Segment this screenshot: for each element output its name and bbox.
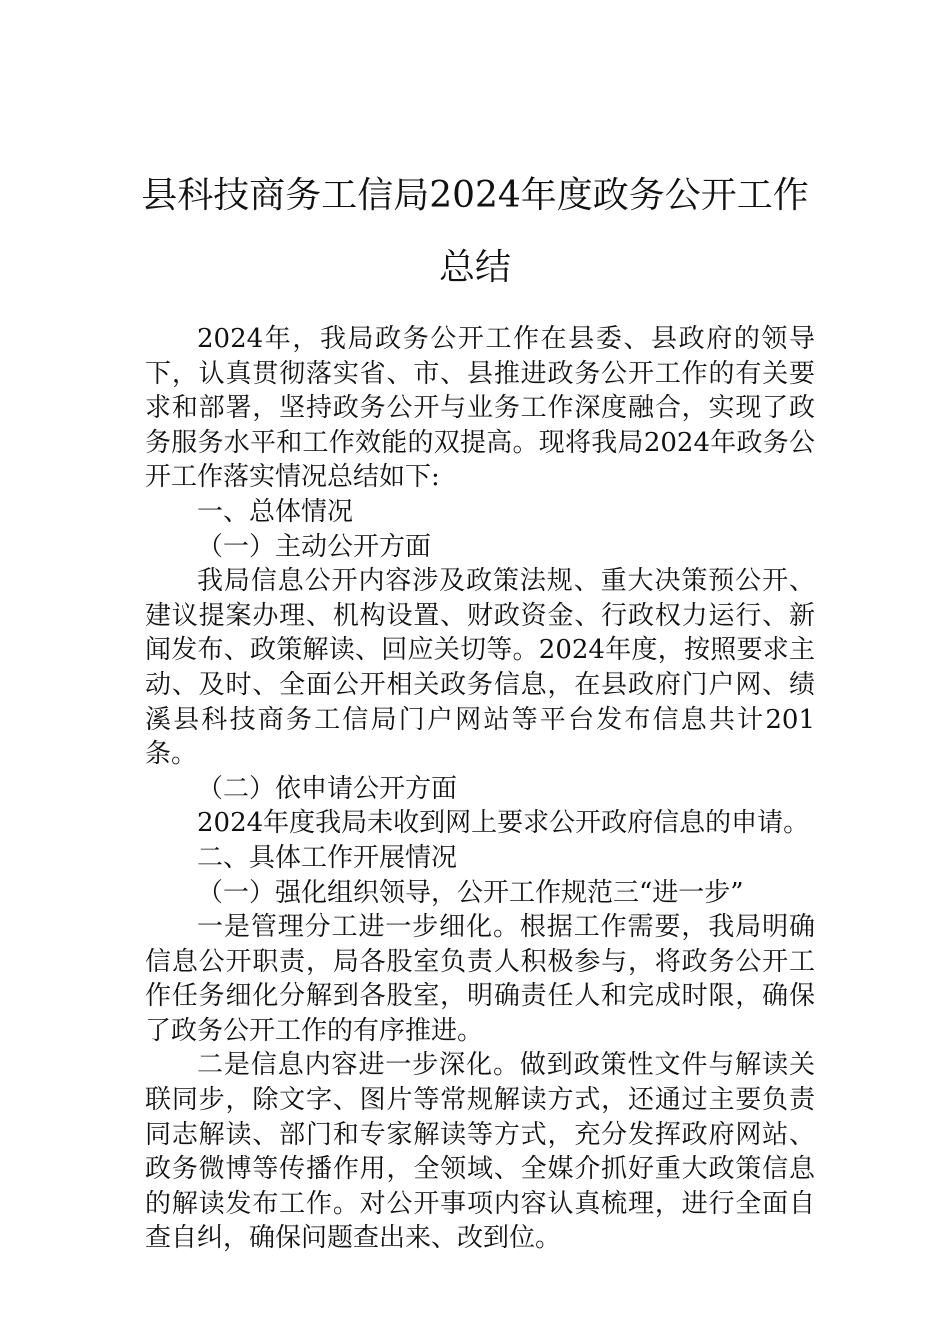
subsection-heading-on-request: （二）依申请公开方面 bbox=[197, 773, 458, 804]
title-line-2: 总结 bbox=[438, 247, 511, 288]
document-body bbox=[145, 322, 815, 1256]
title-line-1: 县科技商务工信局2024年度政务公开工作 bbox=[141, 175, 809, 216]
section-heading-specific-work: 二、具体工作开展情况 bbox=[197, 842, 458, 873]
section-heading-overall: 一、总体情况 bbox=[197, 496, 354, 527]
paragraph-management: 一是管理分工进一步细化。根据工作需要，我局明确信息公开职责，局各股室负责人积极参与，将政务公开工作任务细化分解到各股室，明确责任人和完成时限，确保了政务公开工作的有序推进。 bbox=[145, 912, 815, 1046]
on-request-paragraph: 2024年度我局未收到网上要求公开政府信息的申请。 bbox=[197, 808, 810, 839]
proactive-paragraph: 我局信息公开内容涉及政策法规、重大决策预公开、建议提案办理、机构设置、财政资金、行政权力运行、新闻发布、政策解读、回应关切等。2024年度，按照要求主动、及时、全面公开相关政务信息，在县政府门户网、绩溪县科技商务工信局门户网站等平台发布信息共计201条。 bbox=[145, 566, 815, 770]
subsection-heading-proactive: （一）主动公开方面 bbox=[197, 531, 432, 562]
subsection-heading-leadership: （一）强化组织领导，公开工作规范三“进一步” bbox=[197, 877, 744, 908]
document-title bbox=[130, 160, 820, 304]
paragraph-content-deepening: 二是信息内容进一步深化。做到政策性文件与解读关联同步，除文字、图片等常规解读方式，还通过主要负责同志解读、部门和专家解读等方式，充分发挥政府网站、政务微博等传播作用，全领域、全媒介抓好重大政策信息的解读发布工作。对公开事项内容认真梳理，进行全面自查自纠，确保问题查出来、改到位。 bbox=[145, 1050, 815, 1254]
intro-paragraph: 2024年，我局政务公开工作在县委、县政府的领导下，认真贯彻落实省、市、县推进政务公开工作的有关要求和部署，坚持政务公开与业务工作深度融合，实现了政务服务水平和工作效能的双提高。现将我局2024年政务公开工作落实情况总结如下: bbox=[145, 324, 815, 493]
